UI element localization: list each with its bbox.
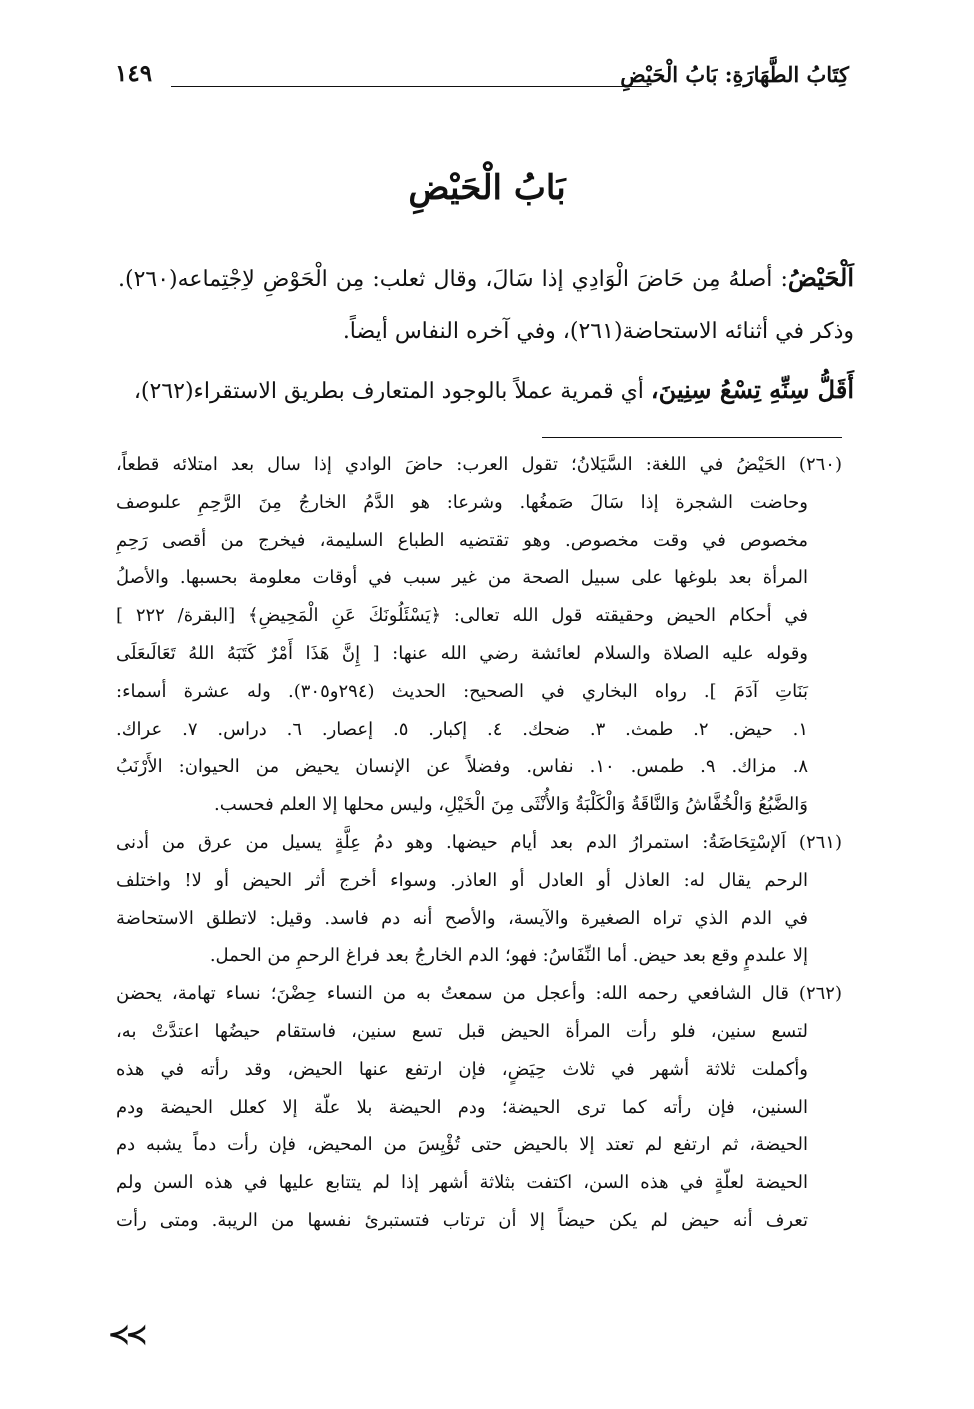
running-title: كِتَابُ الطَّهَارَةِ: بَابُ الْحَيْضِ	[620, 62, 849, 87]
footnote-line: الحيضة، ثم ارتفع لم تعتد إلا بالحيض حتى تُؤْيِسَ من المحيض، فإن رأت دماً يشبه دم	[116, 1134, 808, 1156]
footnote-separator	[542, 437, 842, 438]
footnote-line: ٨. مزاك. ٩. طمس. ١٠. نفاس. وفضلاً عن الإنسان يحيض من الحيوان: الأَرْنَبُ	[116, 756, 809, 778]
continue-arrow-icon: ≺≺	[108, 1320, 144, 1350]
matn-body: أي قمرية عملاً بالوجود المتعارف بطريق الاستقراء(٢٦٢)،	[133, 379, 651, 404]
chapter-title: بَابُ الْحَيْضِ	[408, 168, 566, 208]
footnotes	[116, 446, 842, 1240]
footnote-line: مخصوص في وقت مخصوص. وهو تقتضيه الطباع السليمة، فيخرج من أقصى رَحِمِ	[116, 529, 808, 551]
footnote-line: إلا علىدمٍ وقع بعد حيض. أما النِّفَاسُ: فهو؛ الدم الخارجُ بعد فراغ الرحمِ من الحمل.	[209, 945, 808, 967]
footnote-line: (٢٦٢) قال الشافعي رحمه الله: وأعجل من سمعتُ به من النساء حِضْنَ؛ نساء تهامة، يحضن	[116, 983, 842, 1005]
footnote-line: السنين، فإن رأته كما ترى الحيضة؛ ودم الحيضة بلا علّة إلا كعلل الحيضة ودم	[116, 1096, 808, 1118]
footnote-line: بَنَاتِ آدَمَ ]. رواه البخاري في الصحيح: الحديث (٢٩٤و٣٠٥). وله عشرة أسماء:	[116, 680, 808, 702]
footnote-line: ١. حيض. ٢. طمث. ٣. ضحك. ٤. إكبار. ٥. إعصار. ٦. دراس. ٧. عراك.	[116, 718, 808, 740]
footnote-line: وَالضَّبُعُ وَالْخُفَّاشُ وَالنَّاقَةُ وَالْكَلْبَةُ وَالأُنْثَى مِنَ الْخَيْلِ، وليس محلها إلا العلم فحسب.	[214, 794, 808, 816]
footnote-line: المرأة بعد بلوغها على سبيل الصحة من غير سبب في أوقات معلومة بحسبها. والأصلُ	[116, 567, 808, 589]
footnote-line: الرحم يقال له: العاذل أو العادل أو العاذر. وسواء أخرج أثر الحيض أو لا! واختلف	[116, 869, 808, 891]
main-term: اَلْحَيْضُ	[787, 263, 854, 292]
footnote-line: الحيضة لعلّةٍ في هذه السن، اكتفت بثلاثة أشهر إذا لم يتتابع عليها في هذه السن ولم	[116, 1172, 808, 1194]
matn-line	[118, 368, 854, 414]
footnote-line: في الدم الذي تراه الصغيرة والآيسة، والأصح أنه دم فاسد. وقيل: لاتطلق الاستحاضة	[116, 907, 808, 929]
running-header	[115, 58, 849, 98]
header-rule	[171, 86, 649, 87]
footnote-line: لتسع سنين، فلو رأت المرأة الحيض قبل تسع سنين، فاستقام حيضُها اعتدَّتْ به،	[116, 1020, 808, 1042]
main-text	[118, 252, 854, 358]
matn-head: أَقَلُّ سِنِّهِ تِسْعُ سِنِينَ،	[650, 375, 854, 404]
footnote-line: (٢٦٠) الحَيْضُ في اللغة: السَّيَلانُ؛ تقول العرب: حاضَ الوادي إذا سال بعد امتلائه قطعاً،	[116, 454, 842, 475]
footnote-line: وأكملت ثلاثة أشهر في ثلاث حِيَضٍ، فإن ارتفع عنها الحيض، وقد رأته في هذه	[116, 1058, 808, 1080]
footnote-line: تعرف أنه حيض لم يكن حيضاً إلا أن ترتاب فتستبرئ نفسها من الريبة. ومتى رأت	[116, 1209, 808, 1231]
page-number: ١٤٩	[115, 60, 153, 87]
footnote-line: (٢٦١) اَلإسْتِحَاضَةُ: استمرارُ الدم بعد أيام حيضها. وهو دمُ عِلَّةٍ يسيل من عرق من أدنى	[116, 831, 842, 853]
footnote-line: في أحكام الحيض وحقيقته قول الله تعالى: ﴿يَسْئَلُونَكَ عَنِ الْمَحِيضِ﴾ [البقرة/ ٢٢٢ ]	[116, 605, 808, 627]
main-body: : أصلهُ مِن حَاضَ الْوَادِي إذا سَالَ، وقال ثعلب: مِن الْحَوْضِ لاِجْتِماعه(٢٦٠). وذكر في أثنائه الاستحاضة(٢٦١)، وفي آخره النفاس أيضاً.	[118, 267, 854, 344]
footnote-line: وحاضت الشجرة إذا سَالَ صَمغُها. وشرعا: هو الدَّمُ الخارجُ مِنَ الرَّحِمِ علىوصف	[116, 491, 808, 513]
footnote-line: وقوله عليه الصلاة والسلام لعائشة رضي الله عنها: [ إِنَّ هَذَا أَمْرٌ كَتَبَهُ اللهُ تَعَالَىعَلَى	[116, 642, 808, 664]
